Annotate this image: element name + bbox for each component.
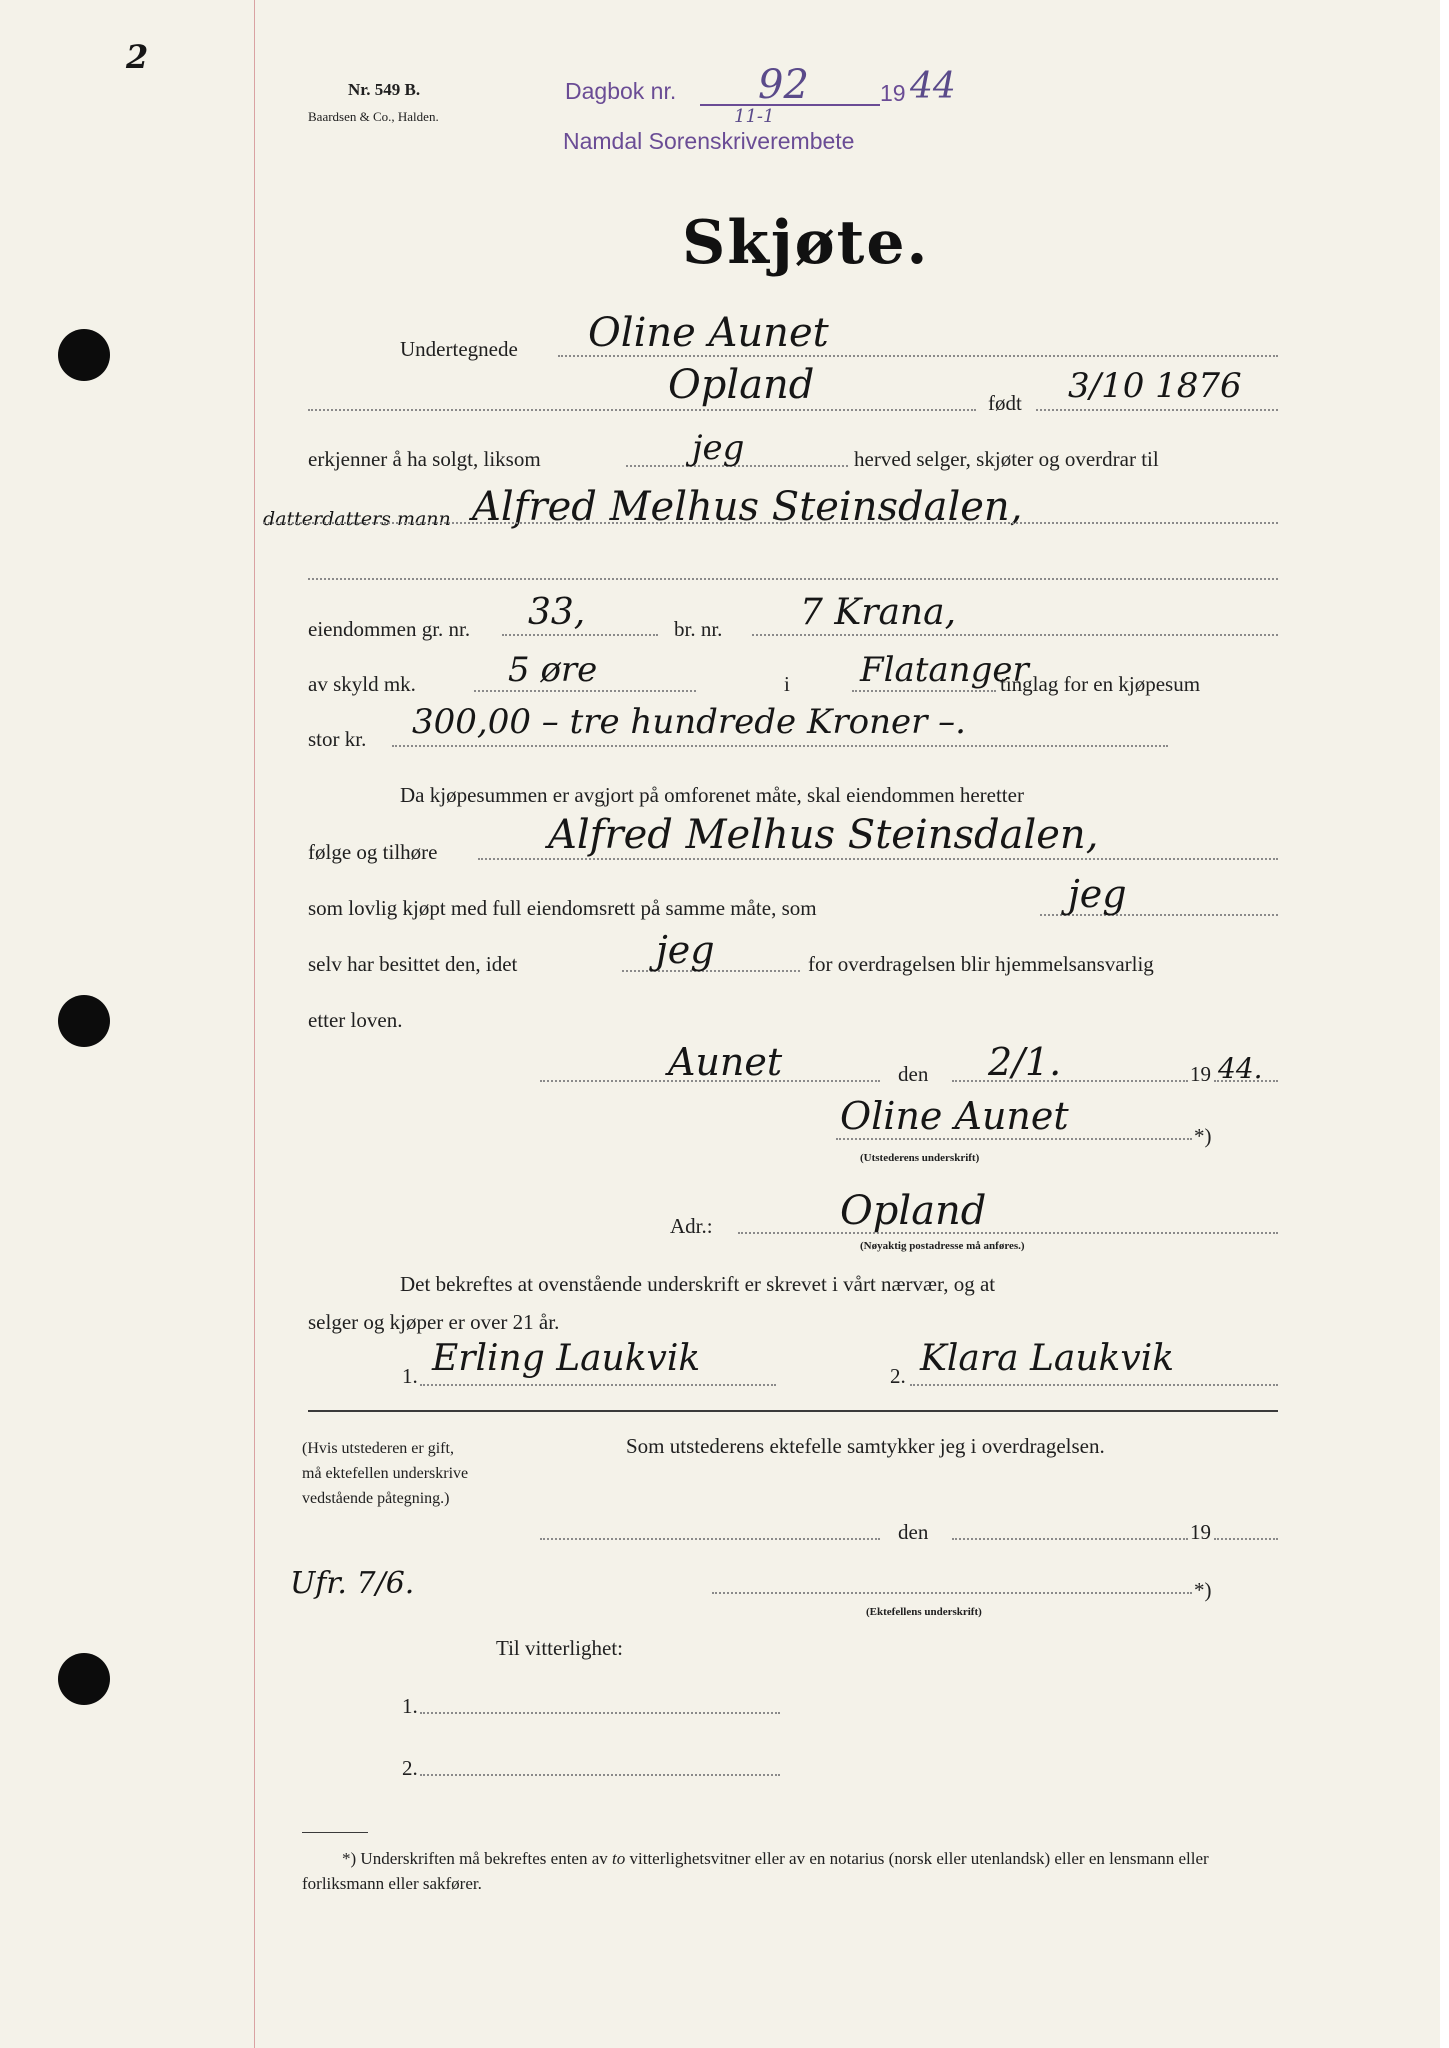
place-line	[308, 409, 976, 411]
punch-hole-middle	[58, 995, 110, 1047]
gr-nr-line	[502, 634, 658, 636]
adr-caption: (Nøyaktig postadresse må anføres.)	[860, 1240, 1025, 1252]
skyld-value: 5 øre	[508, 650, 598, 690]
witness-2-label: 2.	[890, 1364, 906, 1388]
buyer-line	[263, 522, 1278, 524]
body-line-4-label: selv har besittet den, idet	[308, 952, 518, 976]
witness-1-label: 1.	[402, 1364, 418, 1388]
dagbok-year-hand: 44	[910, 66, 956, 107]
adr-label: Adr.:	[670, 1214, 713, 1238]
i-line	[852, 690, 996, 692]
vitterlighet-1-line	[420, 1712, 780, 1714]
spouse-den-label: den	[898, 1520, 929, 1544]
margin-note: Ufr. 7/6.	[290, 1566, 415, 1601]
new-owner: Alfred Melhus Steinsdalen,	[548, 812, 1099, 858]
dagbok-year-printed: 19	[880, 80, 906, 106]
sign-place: Aunet	[668, 1040, 783, 1084]
issuer-signature-caption: (Utstederens underskrift)	[860, 1152, 980, 1164]
seller-place: Opland	[668, 362, 815, 408]
witness-line-1: Det bekreftes at ovenstående underskrift er skrevet i vårt nærvær, og at	[400, 1272, 996, 1296]
body-line-2-rule	[478, 858, 1278, 860]
form-number: Nr. 549 B.	[348, 80, 421, 99]
footnote-mark: *)	[342, 1849, 357, 1868]
issuer-signature-line	[836, 1138, 1192, 1140]
section-divider	[308, 1410, 1278, 1412]
vitterlighet-1-label: 1.	[402, 1694, 418, 1718]
sign-den-label: den	[898, 1062, 929, 1086]
br-nr-label: br. nr.	[674, 617, 723, 641]
spouse-place-line	[540, 1538, 880, 1540]
footnote-text-before: Underskriften må bekreftes enten av	[360, 1849, 608, 1868]
spouse-year-printed: 19	[1190, 1520, 1211, 1544]
document-title: Skjøte.	[682, 208, 930, 278]
witness-1-line	[420, 1384, 776, 1386]
scan-edge	[1440, 0, 1449, 2048]
sign-year-hand: 44.	[1218, 1052, 1263, 1085]
buyer-relation: datterdatters mann	[263, 508, 451, 530]
gr-nr-value: 33,	[528, 592, 586, 633]
tinglag-text: tinglag for en kjøpesum	[1000, 672, 1201, 696]
punch-hole-bottom	[58, 1653, 110, 1705]
spouse-signature-caption: (Ektefellens underskrift)	[866, 1606, 982, 1618]
address-value: Opland	[840, 1188, 987, 1234]
body-line-3-value: jeg	[1068, 872, 1127, 916]
buyer-name: Alfred Melhus Steinsdalen,	[472, 484, 1023, 530]
body-line-1: Da kjøpesummen er avgjort på omforenet måte, skal eiendommen heretter	[400, 783, 1024, 807]
footnote-text-after: vitterlighetsvitner eller av en notarius (norsk eller utenlandsk) eller en lensmann eller forliksmann eller sakfører.	[302, 1849, 1209, 1893]
erkjenner-text: erkjenner å ha solgt, liksom	[308, 447, 541, 471]
witness-line-2: selger og kjøper er over 21 år.	[308, 1310, 560, 1334]
price-value: 300,00 – tre hundrede Kroner –.	[412, 702, 966, 742]
sign-year-line	[1214, 1080, 1278, 1082]
spouse-note-1: (Hvis utstederen er gift,	[302, 1440, 454, 1457]
sign-year-printed: 19	[1190, 1062, 1211, 1086]
br-nr-value: 7 Krana,	[800, 592, 957, 633]
corner-mark: 2	[126, 38, 149, 76]
dagbok-date-note: 11-1	[734, 106, 775, 127]
footnote-italic-word: to	[612, 1849, 626, 1868]
dagbok-number: 92	[758, 62, 809, 108]
br-nr-line	[752, 634, 1278, 636]
body-line-5: etter loven.	[308, 1008, 403, 1032]
stor-kr-label: stor kr.	[308, 727, 367, 751]
adr-line	[738, 1232, 1278, 1234]
spouse-note-2: må ektefellen underskrive	[302, 1465, 469, 1482]
footnote-rule	[302, 1832, 368, 1833]
liksom-value: jeg	[692, 428, 745, 468]
sign-date: 2/1.	[988, 1040, 1062, 1084]
vitterlighet-2-label: 2.	[402, 1756, 418, 1780]
footnote	[302, 1846, 1276, 1896]
witness-2-signature: Klara Laukvik	[920, 1338, 1175, 1379]
undertegnede-label: Undertegnede	[400, 337, 518, 361]
issuer-asterisk: *)	[1194, 1124, 1212, 1148]
vitterlighet-label: Til vitterlighet:	[496, 1636, 623, 1660]
herad-value: Flatanger	[860, 650, 1029, 690]
punch-hole-top	[58, 329, 110, 381]
spouse-note-3: vedstående påtegning.)	[302, 1490, 450, 1507]
skyld-line	[474, 690, 696, 692]
skyld-label: av skyld mk.	[308, 672, 416, 696]
body-line-2-label: følge og tilhøre	[308, 840, 438, 864]
seller-name: Oline Aunet	[588, 310, 829, 356]
stor-kr-line	[392, 745, 1168, 747]
blank-line	[308, 578, 1278, 580]
vitterlighet-2-line	[420, 1774, 780, 1776]
spouse-asterisk: *)	[1194, 1578, 1212, 1602]
witness-2-line	[910, 1384, 1278, 1386]
dagbok-stamp-label: Dagbok nr.	[565, 78, 677, 104]
fodt-line	[1036, 409, 1278, 411]
birth-date: 3/10 1876	[1068, 366, 1242, 406]
herved-text: herved selger, skjøter og overdrar til	[854, 447, 1159, 471]
issuer-signature: Oline Aunet	[840, 1094, 1069, 1138]
witness-1-signature: Erling Laukvik	[432, 1338, 701, 1379]
spouse-signature-line	[712, 1592, 1192, 1594]
fodt-label: født	[988, 391, 1022, 415]
body-line-3: som lovlig kjøpt med full eiendomsrett på samme måte, som	[308, 896, 817, 920]
spouse-consent: Som utstederens ektefelle samtykker jeg i overdragelsen.	[626, 1434, 1105, 1458]
eiendommen-label: eiendommen gr. nr.	[308, 617, 471, 641]
body-line-4-value: jeg	[656, 928, 715, 972]
spouse-date-line	[952, 1538, 1188, 1540]
publisher: Baardsen & Co., Halden.	[308, 109, 439, 124]
body-line-4-rest: for overdragelsen blir hjemmelsansvarlig	[808, 952, 1154, 976]
margin-rule	[254, 0, 255, 2048]
i-label: i	[784, 672, 790, 696]
office-stamp: Namdal Sorenskriverembete	[563, 128, 855, 154]
spouse-year-line	[1214, 1538, 1278, 1540]
